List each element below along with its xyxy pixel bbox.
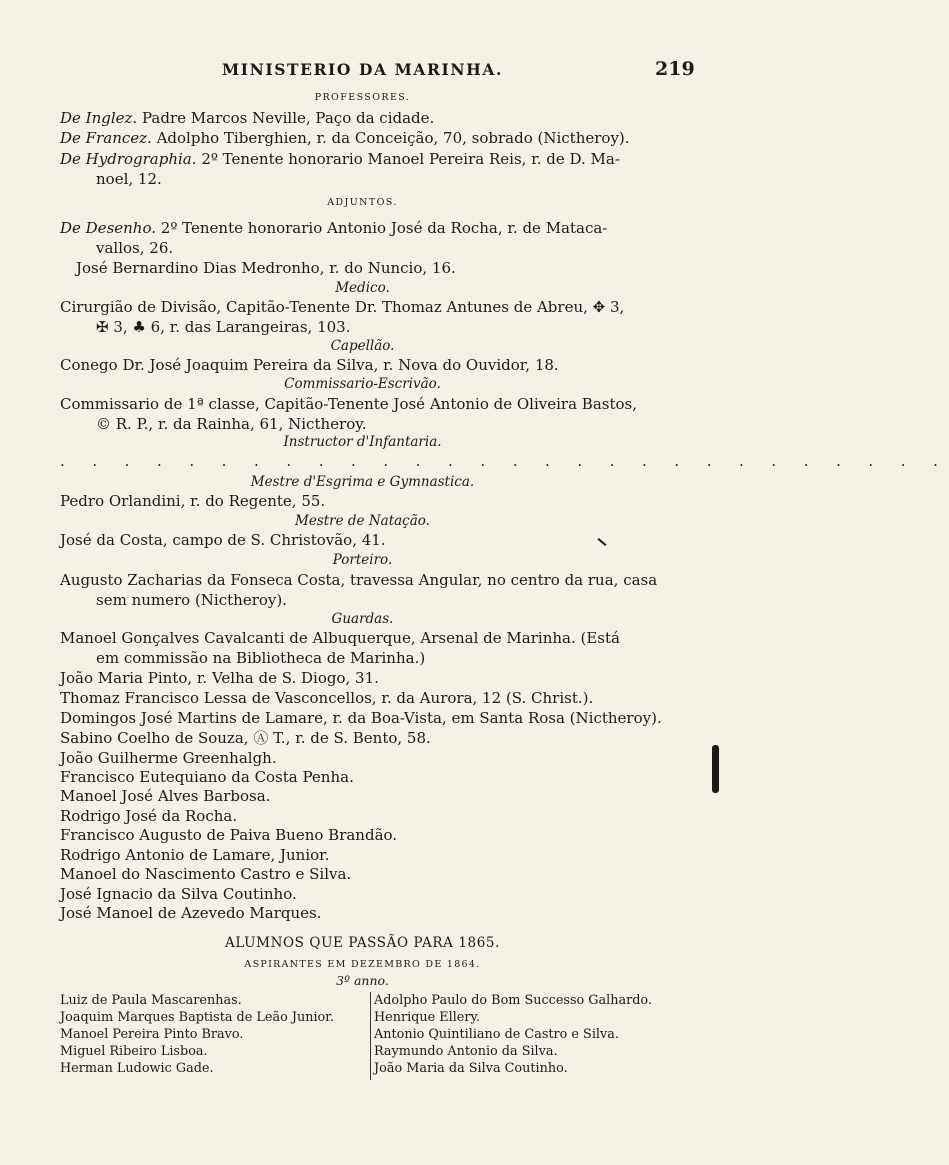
guarda-entry: José Manoel de Azevedo Marques. — [60, 904, 322, 922]
section-heading-adjuntos: ADJUNTOS. — [327, 197, 398, 208]
entry-continuation: © R. P., r. da Rainha, 61, Nictheroy. — [96, 415, 367, 433]
entry-continuation: em commissão na Bibliotheca de Marinha.) — [96, 649, 426, 667]
alumno-left: Miguel Ribeiro Lisboa. — [60, 1044, 208, 1059]
entry-text: Adolpho Tiberghien, r. da Conceição, 70, sobrado (Nictheroy). — [156, 129, 630, 147]
column-divider — [370, 992, 371, 1080]
porteiro-entry: Augusto Zacharias da Fonseca Costa, travessa Angular, no centro da rua, casa — [60, 571, 658, 589]
section-heading-professores: PROFESSORES. — [314, 92, 411, 103]
entry-text: Padre Marcos Neville, Paço da cidade. — [142, 109, 435, 127]
entry-continuation: noel, 12. — [96, 170, 162, 188]
guarda-entry: Manoel Gonçalves Cavalcanti de Albuquerque, Arsenal de Marinha. (Está — [60, 629, 620, 647]
guarda-entry: Rodrigo Antonio de Lamare, Junior. — [60, 846, 330, 864]
entry-continuation: vallos, 26. — [96, 239, 174, 257]
section-heading-capellao: Capellão. — [330, 338, 395, 354]
section-heading-guardas: Guardas. — [331, 611, 394, 627]
alumno-left: Luiz de Paula Mascarenhas. — [60, 993, 242, 1008]
section-heading-alumnos: ALUMNOS QUE PASSÃO PARA 1865. — [225, 935, 500, 951]
guarda-entry: Thomaz Francisco Lessa de Vasconcellos, r. da Aurora, 12 (S. Christ.). — [60, 689, 594, 707]
section-heading-medico: Medico. — [335, 280, 390, 296]
guarda-entry: Francisco Eutequiano da Costa Penha. — [60, 768, 354, 786]
guarda-entry: Domingos José Martins de Lamare, r. da Boa-Vista, em Santa Rosa (Nictheroy). — [60, 709, 662, 727]
guarda-entry: José Ignacio da Silva Coutinho. — [60, 885, 297, 903]
year-label: 3º anno. — [336, 973, 389, 988]
running-header-title: MINISTERIO DA MARINHA. — [222, 60, 504, 79]
adjunto-entry: José Bernardino Dias Medronho, r. do Nuncio, 16. — [76, 259, 456, 277]
entry-continuation: sem numero (Nictheroy). — [96, 591, 287, 609]
scan-artifact-mark — [712, 745, 719, 793]
esgrima-entry: Pedro Orlandini, r. do Regente, 55. — [60, 492, 326, 510]
section-heading-instructor: Instructor d'Infantaria. — [283, 434, 442, 450]
subject-label: De Hydrographia. — [60, 150, 197, 168]
leader-dots: . . . . . . . . . . . . . . . . . . . . . . . . . . . . — [60, 452, 949, 470]
entry-text: 2º Tenente honorario Antonio José da Rocha, r. de Mataca- — [160, 219, 608, 237]
guarda-entry: Francisco Augusto de Paiva Bueno Brandão. — [60, 826, 398, 844]
guarda-entry: Manoel do Nascimento Castro e Silva. — [60, 865, 352, 883]
guarda-entry: Sabino Coelho de Souza, Ⓐ T., r. de S. Bento, 58. — [60, 729, 431, 747]
alumno-right: Antonio Quintiliano de Castro e Silva. — [374, 1027, 619, 1042]
guarda-entry: João Maria Pinto, r. Velha de S. Diogo, 31. — [60, 669, 379, 687]
entry-text: 2º Tenente honorario Manoel Pereira Reis, r. de D. Ma- — [201, 150, 620, 168]
section-heading-commissario: Commissario-Escrivão. — [284, 376, 441, 392]
section-heading-porteiro: Porteiro. — [332, 552, 393, 568]
professor-entry — [60, 149, 620, 169]
capellao-entry: Conego Dr. José Joaquim Pereira da Silva, r. Nova do Ouvidor, 18. — [60, 356, 559, 374]
subject-label: De Desenho. — [60, 219, 157, 237]
adjunto-entry — [60, 218, 607, 238]
section-heading-esgrima: Mestre d'Esgrima e Gymnastica. — [250, 474, 475, 490]
alumno-right: Adolpho Paulo do Bom Successo Galhardo. — [374, 993, 652, 1008]
subject-label: De Inglez. — [60, 109, 138, 127]
alumno-left: Manoel Pereira Pinto Bravo. — [60, 1027, 244, 1042]
commissario-entry: Commissario de 1ª classe, Capitão-Tenente José Antonio de Oliveira Bastos, — [60, 395, 637, 413]
guarda-entry: Rodrigo José da Rocha. — [60, 807, 238, 825]
professor-entry — [60, 128, 630, 148]
scan-artifact-mark — [598, 538, 607, 546]
medico-entry: Cirurgião de Divisão, Capitão-Tenente Dr. Thomaz Antunes de Abreu, ✥ 3, — [60, 298, 625, 316]
professor-entry — [60, 108, 434, 128]
section-heading-natacao: Mestre de Natação. — [295, 513, 430, 529]
natacao-entry: José da Costa, campo de S. Christovão, 41. — [60, 531, 386, 549]
entry-continuation: ✠ 3, ♣ 6, r. das Larangeiras, 103. — [96, 318, 351, 336]
subheading-aspirantes: ASPIRANTES EM DEZEMBRO DE 1864. — [244, 959, 481, 970]
alumno-right: Raymundo Antonio da Silva. — [374, 1044, 558, 1059]
page-number: 219 — [655, 58, 695, 80]
alumno-left: Herman Ludowic Gade. — [60, 1061, 214, 1076]
alumno-left: Joaquim Marques Baptista de Leão Junior. — [60, 1010, 335, 1025]
alumno-right: João Maria da Silva Coutinho. — [374, 1061, 568, 1076]
guarda-entry: João Guilherme Greenhalgh. — [60, 749, 277, 767]
subject-label: De Francez. — [60, 129, 152, 147]
alumno-right: Henrique Ellery. — [374, 1010, 481, 1025]
guarda-entry: Manoel José Alves Barbosa. — [60, 787, 271, 805]
